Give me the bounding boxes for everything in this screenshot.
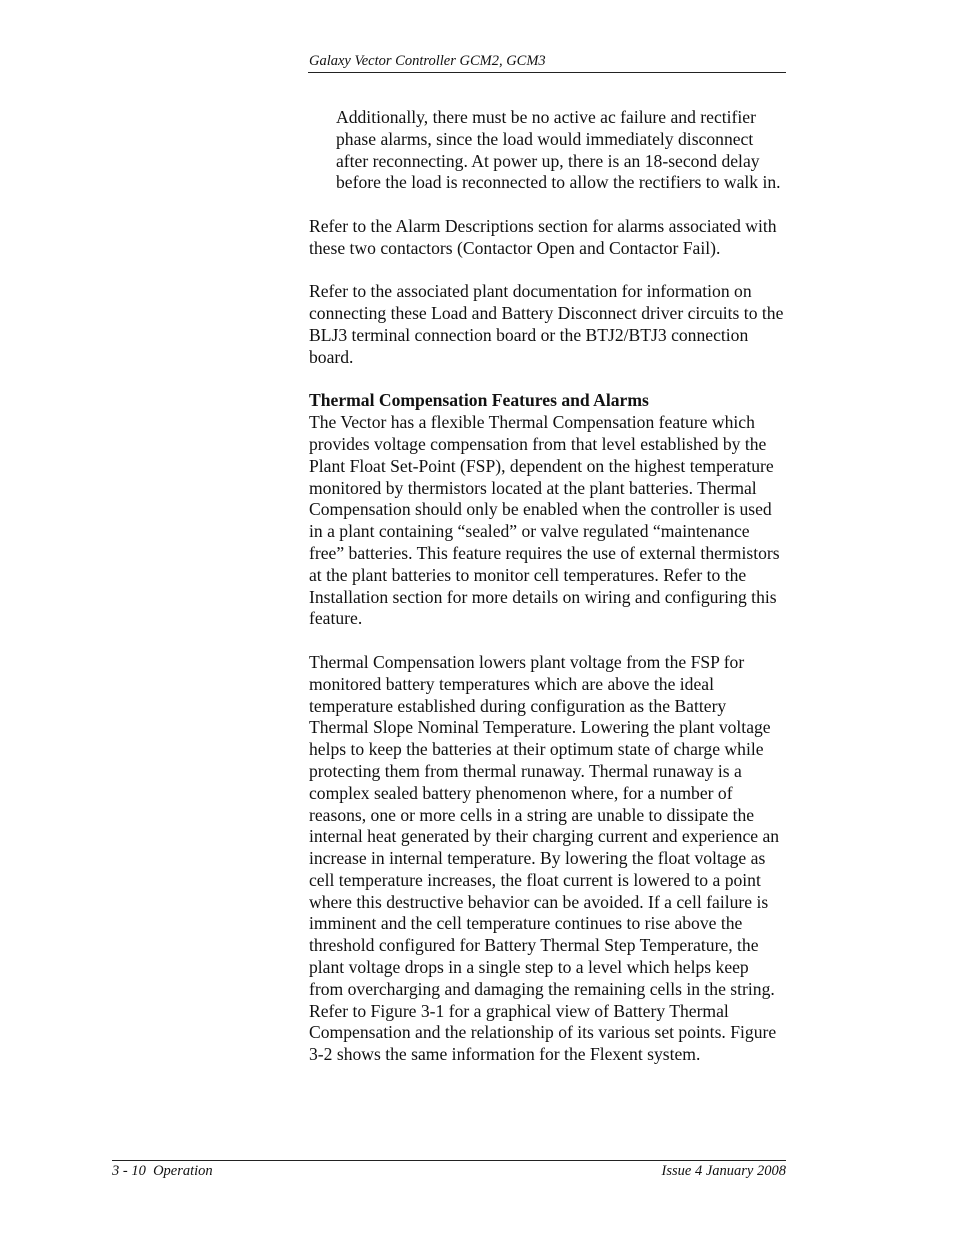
paragraph-thermal-runaway: Thermal Compensation lowers plant voltage from the FSP for monitored battery temperatures which are above the ideal temperature established during configuration as the Battery Thermal Slope Nominal Temperature. Lowering the plant voltage helps to keep the batteries at their optimum state of charge while protecting them from thermal runaway. Thermal runaway is a complex sealed battery phenomenon where, for a number of reasons, one or more cells in a string are unable to dissipate the internal heat generated by their charging current and experience an increase in internal temperature. By lowering the float voltage as cell temperature increases, the float current is lowered to a point where this destructive behavior can be avoided. If a cell failure is imminent and the cell temperature continues to rise above the threshold configured for Battery Thermal Step Temperature, the plant voltage drops in a single step to a level which helps keep from overcharging and damaging the remaining cells in the string. Refer to Figure 3-1 for a graphical view of Battery Thermal Compensation and the relationship of its various set points. Figure 3-2 shows the same information for the Flexent system. — [309, 651, 780, 1065]
footer-rule — [112, 1160, 786, 1161]
footer-page-reference: 3 - 10 Operation — [112, 1163, 213, 1179]
header-rule — [308, 72, 786, 73]
paragraph-plant-documentation: Refer to the associated plant documentation for information on connecting these Load and Battery Disconnect driver circuits to the BLJ3 terminal connection board or the BTJ2/BTJ3 connection board. — [309, 281, 784, 367]
footer-issue-date: Issue 4 January 2008 — [661, 1163, 786, 1179]
paragraph-thermal-feature: The Vector has a flexible Thermal Compensation feature which provides voltage compensation from that level established by the Plant Float Set-Point (FSP), dependent on the highest temperature monitored by thermistors located at the plant batteries. Thermal Compensation should only be enabled when the controller is used in a plant containing “sealed” or valve regulated “maintenance free” batteries. This feature requires the use of external thermistors at the plant batteries to monitor cell temperatures. Refer to the Installation section for more details on wiring and configuring this feature. — [309, 412, 780, 629]
page-body — [309, 107, 786, 1088]
section-heading: Thermal Compensation Features and Alarms — [309, 390, 649, 411]
running-header: Galaxy Vector Controller GCM2, GCM3 — [309, 53, 546, 69]
paragraph-ac-failure-note: Additionally, there must be no active ac failure and rectifier phase alarms, since the load would immediately disconnect after reconnecting. At power up, there is an 18-second delay before the load is reconnected to allow the rectifiers to walk in. — [336, 107, 781, 193]
paragraph-alarm-reference: Refer to the Alarm Descriptions section for alarms associated with these two contactors (Contactor Open and Contactor Fail). — [309, 215, 777, 258]
